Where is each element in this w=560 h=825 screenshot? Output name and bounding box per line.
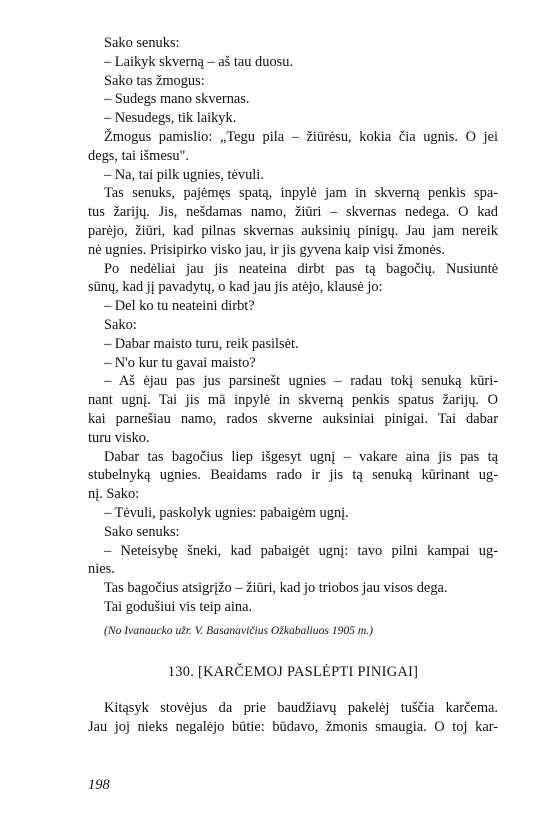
text-line: – Laikyk skverną – aš tau duosu. [104,53,294,70]
source-note: (No Ivanaucko užr. V. Basanavičius Ožkabaliuos 1905 m.) [104,623,373,637]
text-line: – Del ko tu neateini dirbt? [104,298,255,315]
text-line: Jau joj nieks negalėjo būtie: būdavo, žmonis smaugia. O toj kar- [88,718,498,735]
text-line: nį. Sako: [88,486,140,503]
text-line: Sako: [104,316,137,333]
text-line: stubelnyką ugnies. Beaidams rado ir jis tą senuką kūrinant ug- [88,467,498,484]
text-line: – Neteisybę šneki, kad pabaigėt ugnį: tavo pilni kampai ug- [104,542,498,559]
text-line: tus žarijų. Jis, nešdamas namo, žiūri – skvernas nedega. O kad [88,204,498,221]
page-number: 198 [88,777,110,793]
text-line: – Na, tai pilk ugnies, tėvuli. [104,166,264,183]
text-line: nė ugnies. Prisipirko visko jau, ir jis gyvena kaip visi žmonės. [88,241,445,258]
text-line: – Tėvuli, paskolyk ugnies: pabaigėm ugnį. [104,504,349,521]
text-line: sūnų, kad jį pavadytų, o kad jau jis atėjo, klausė jo: [88,279,383,296]
text-line: – Nesudegs, tik laikyk. [104,110,237,127]
text-line: – Sudegs mano skvernas. [104,91,250,108]
next-story-text [88,699,498,737]
text-line: parėjo, žiūri, kad pilnas skvernas auksinių pinigų. Jau jam nereik [88,222,498,239]
text-line: Tas senuks, pajėmęs spatą, inpylė jam in skverną penkis spa- [104,185,498,202]
text-line: Kitąsyk stovėjus da prie baudžiavų pakelėj tuščia karčema. [104,699,498,716]
text-line: Po nedėliai jau jis neateina dirbt pas tą bagočių. Nusiuntė [104,260,498,277]
text-line: kai parnešiau namo, rados skverne auksiniai pinigai. Tai dabar [88,410,498,427]
text-line: – Aš ėjau pas jus parsinešt ugnies – radau tokį senuką kūri- [104,373,498,390]
text-line: degs, tai išmesu". [88,147,190,164]
text-line: nies. [88,561,115,578]
text-line: – Dabar maisto turu, reik pasilsėt. [104,335,299,352]
text-line: Tai godušiui vis teip aina. [104,598,253,615]
chapter-title: 130. [KARČEMOJ PASLĖPTI PINIGAI] [167,663,419,680]
text-line: Sako senuks: [104,523,180,540]
text-line: – N'o kur tu gavai maisto? [104,354,256,371]
story-text [88,34,498,617]
text-line: turu visko. [88,429,150,446]
text-line: Sako senuks: [104,35,180,51]
text-line: Sako tas žmogus: [104,72,205,89]
book-page [88,34,498,736]
text-line: Tas bagočius atsigrįžo – žiūri, kad jo triobos jau visos dega. [104,580,448,597]
text-line: Žmogus pamislio: „Tegu pila – žiūrėsu, kokia čia ugnis. O jei [104,128,498,145]
text-line: Dabar tas bagočius liep išgesyt ugnį – vakare aina jis pas tą [104,448,498,465]
text-line: nant ugnį. Tai jis mā inpylė in skverną penkis spatus žarijų. O [88,392,498,409]
